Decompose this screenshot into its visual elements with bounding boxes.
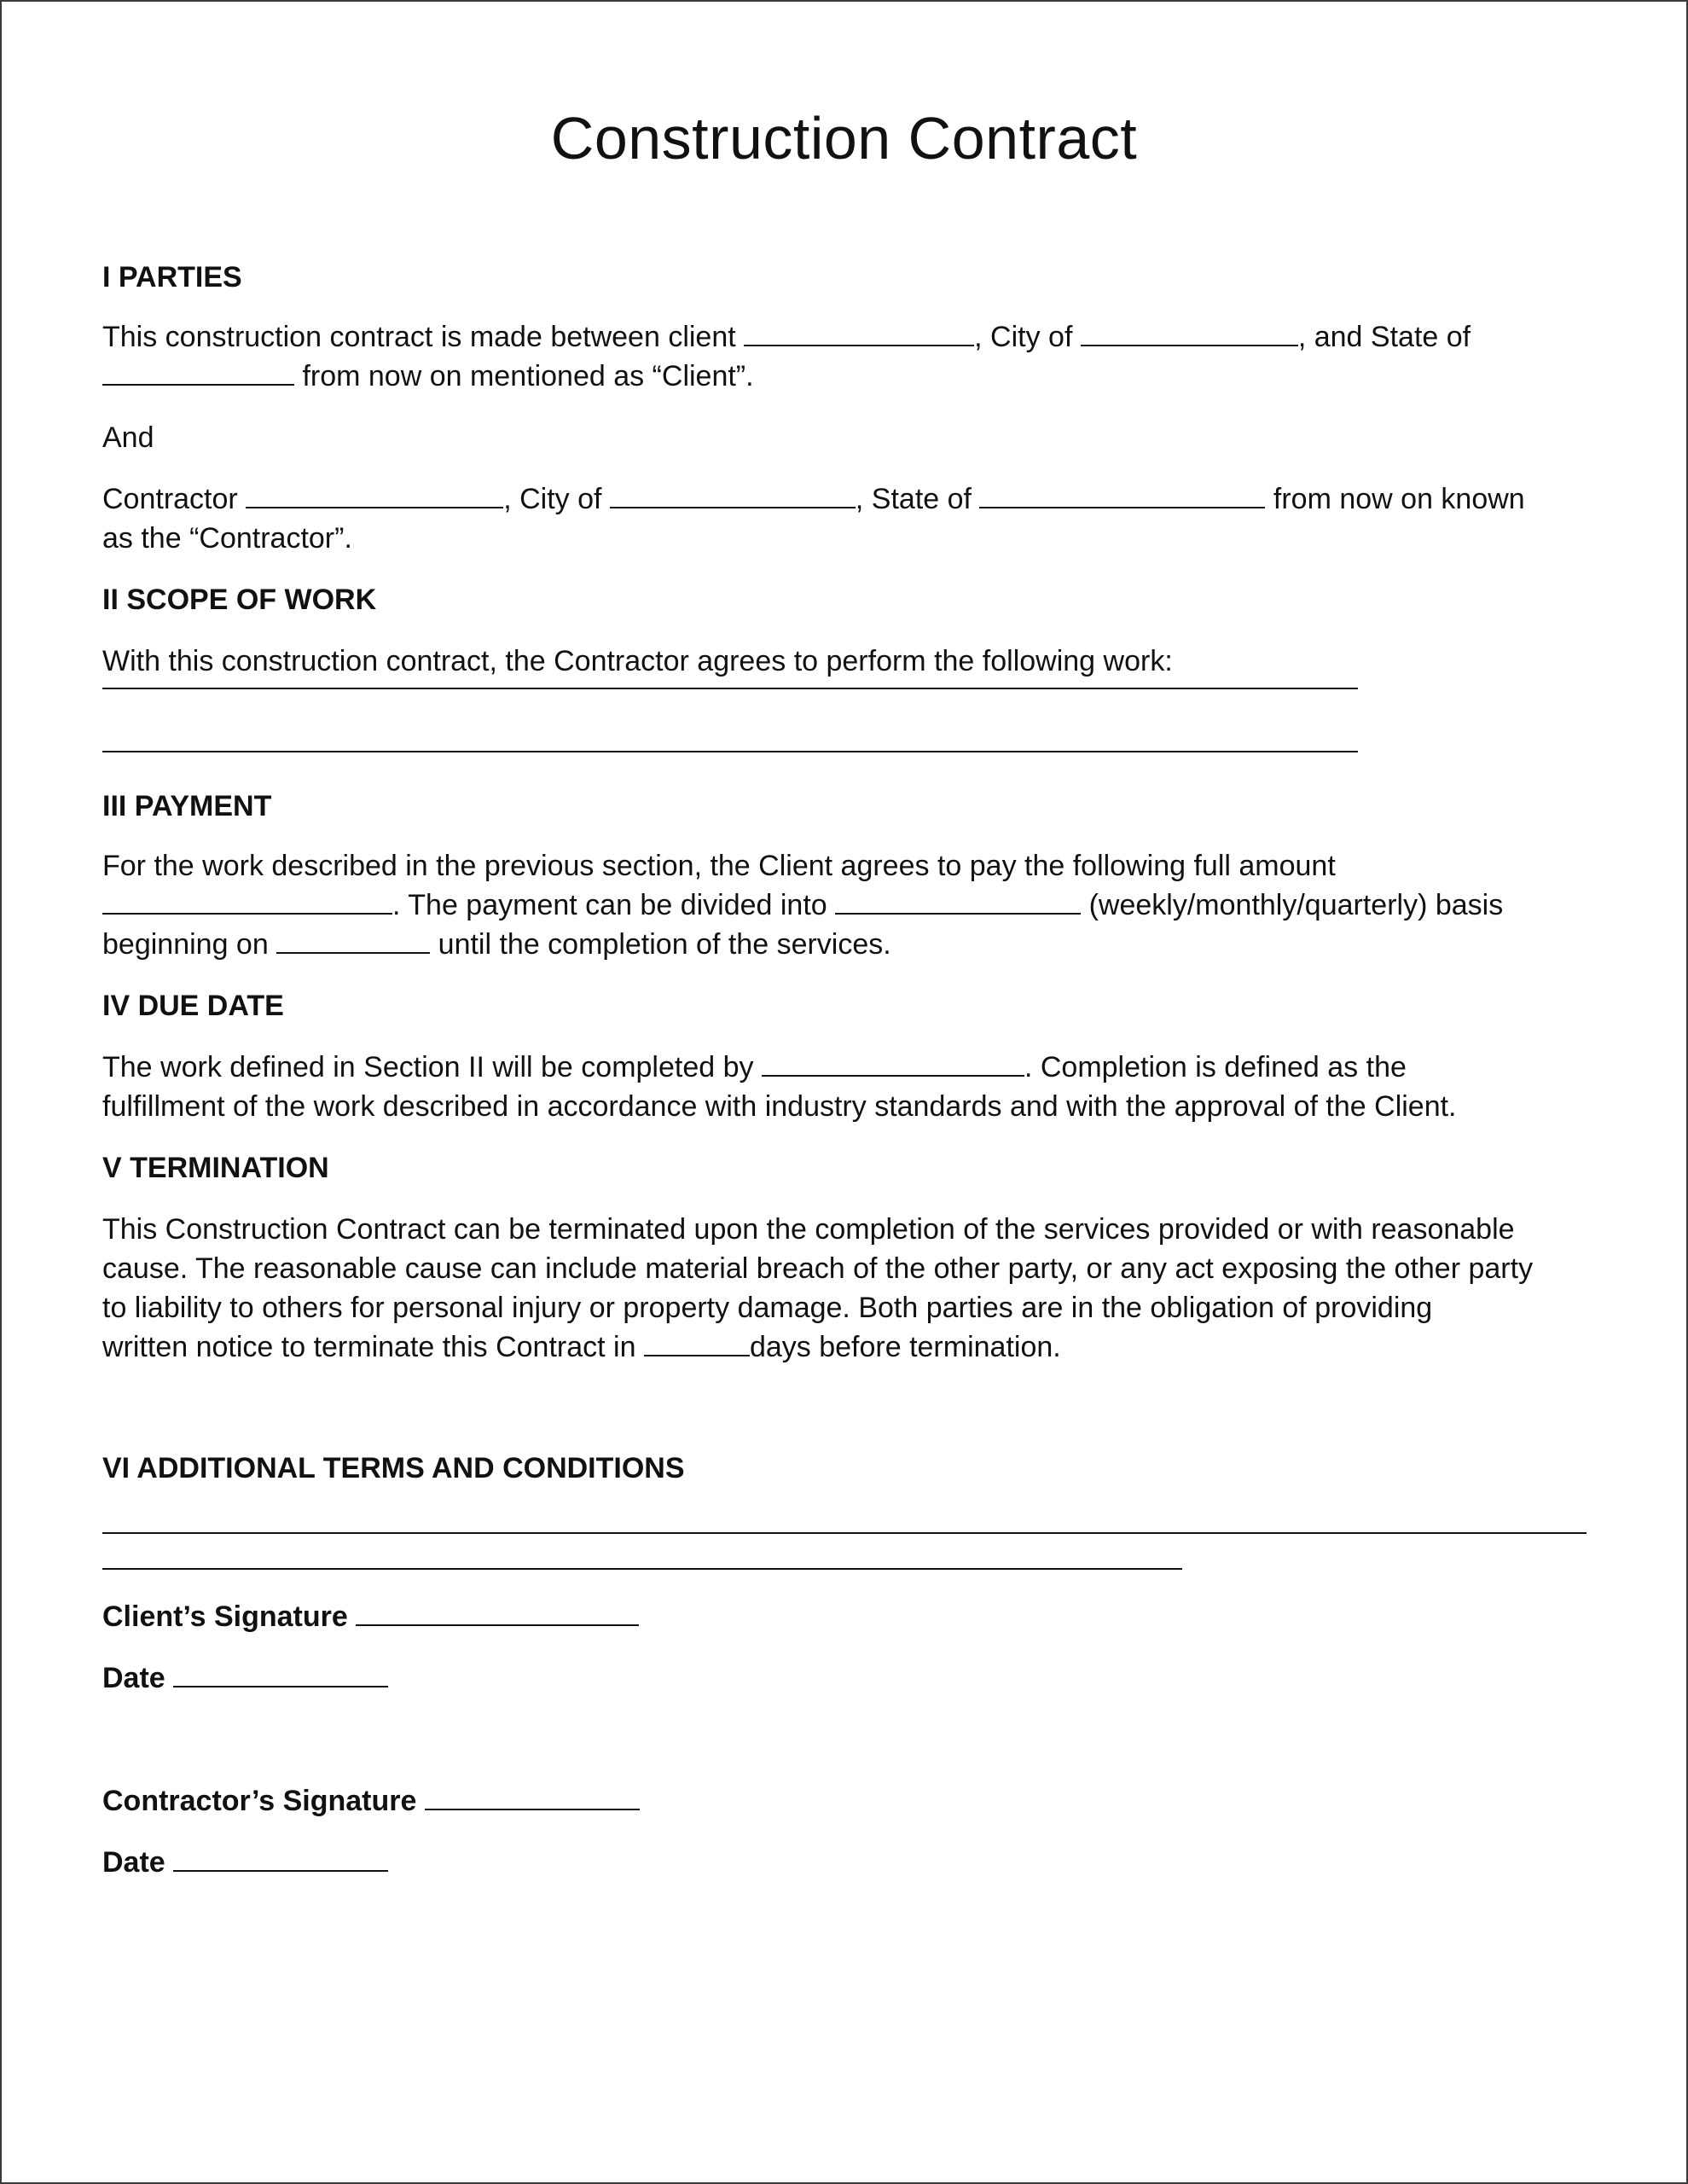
- client-state-blank[interactable]: [102, 358, 294, 386]
- parties-line-4: as the “Contractor”.: [102, 522, 352, 555]
- scope-blank-line-1[interactable]: [102, 688, 1358, 689]
- parties-text: This construction contract is made between client: [102, 321, 736, 353]
- client-date-blank[interactable]: [173, 1660, 388, 1687]
- client-city-blank[interactable]: [1081, 319, 1298, 346]
- section-heading-parties: I PARTIES: [102, 261, 242, 293]
- client-date-line: [102, 1658, 1591, 1698]
- client-date-label: Date: [102, 1662, 165, 1694]
- payment-text: beginning on: [102, 928, 269, 961]
- payment-text: . The payment can be divided into: [392, 889, 827, 921]
- document-title: Construction Contract: [550, 105, 1138, 171]
- due-text: The work defined in Section II will be completed by: [102, 1051, 754, 1083]
- parties-text: , and State of: [1297, 321, 1471, 353]
- client-signature-blank[interactable]: [356, 1599, 639, 1626]
- parties-text: , City of: [503, 483, 602, 515]
- section-heading-payment: III PAYMENT: [102, 790, 272, 822]
- payment-text: until the completion of the services.: [438, 928, 891, 961]
- contractor-signature-line: [102, 1781, 1591, 1821]
- parties-text: , City of: [974, 321, 1073, 353]
- parties-text: from now on mentioned as “Client”.: [302, 360, 754, 392]
- contractor-state-blank[interactable]: [979, 481, 1265, 508]
- client-name-blank[interactable]: [744, 319, 974, 346]
- parties-text: from now on known: [1273, 483, 1525, 515]
- additional-terms-blank-line-2[interactable]: [102, 1568, 1182, 1570]
- parties-line-3: [102, 479, 1591, 519]
- contractor-city-blank[interactable]: [610, 481, 856, 508]
- contractor-name-blank[interactable]: [246, 481, 503, 508]
- document-body: [102, 258, 1591, 1882]
- parties-line-1: [102, 317, 1591, 357]
- parties-line-2: [102, 357, 1591, 396]
- section-heading-termination: V TERMINATION: [102, 1152, 329, 1184]
- section-heading-additional-terms: VI ADDITIONAL TERMS AND CONDITIONS: [102, 1452, 685, 1484]
- parties-text: , State of: [855, 483, 972, 515]
- payment-line-1: For the work described in the previous section, the Client agrees to pay the following full amount: [102, 850, 1336, 882]
- termination-line-2: cause. The reasonable cause can include material breach of the other party, or any act exposing the other party: [102, 1252, 1534, 1285]
- parties-and: And: [102, 421, 154, 454]
- client-signature-line: [102, 1597, 1591, 1636]
- contractor-signature-label: Contractor’s Signature: [102, 1785, 417, 1817]
- payment-amount-blank[interactable]: [102, 887, 392, 915]
- termination-line-3: to liability to others for personal injury or property damage. Both parties are in the obligation of providing: [102, 1292, 1433, 1324]
- scope-blank-line-2[interactable]: [102, 751, 1358, 752]
- due-text: . Completion is defined as the: [1024, 1051, 1407, 1083]
- contractor-signature-blank[interactable]: [425, 1783, 640, 1810]
- payment-start-date-blank[interactable]: [276, 926, 430, 954]
- due-line-1: [102, 1048, 1591, 1087]
- termination-text: written notice to terminate this Contract in: [102, 1331, 636, 1363]
- termination-line-4: [102, 1327, 1591, 1367]
- additional-terms-blank-line-1[interactable]: [102, 1532, 1586, 1534]
- termination-line-1: This Construction Contract can be terminated upon the completion of the services provided or with reasonable: [102, 1213, 1515, 1246]
- client-signature-label: Client’s Signature: [102, 1600, 348, 1633]
- termination-text: days before termination.: [749, 1331, 1061, 1363]
- scope-text: With this construction contract, the Contractor agrees to perform the following work:: [102, 645, 1173, 677]
- payment-installments-blank[interactable]: [835, 887, 1081, 915]
- contractor-date-blank[interactable]: [173, 1844, 388, 1872]
- payment-line-2: [102, 886, 1591, 925]
- due-line-2: fulfillment of the work described in accordance with industry standards and with the approval of the Client.: [102, 1090, 1457, 1123]
- termination-days-blank[interactable]: [644, 1329, 750, 1356]
- payment-line-3: [102, 925, 1591, 964]
- contractor-date-line: [102, 1843, 1591, 1882]
- completion-date-blank[interactable]: [762, 1049, 1024, 1077]
- section-heading-scope: II SCOPE OF WORK: [102, 584, 377, 616]
- contractor-date-label: Date: [102, 1846, 165, 1879]
- payment-text: (weekly/monthly/quarterly) basis: [1088, 889, 1504, 921]
- section-heading-due-date: IV DUE DATE: [102, 990, 284, 1022]
- parties-text: Contractor: [102, 483, 238, 515]
